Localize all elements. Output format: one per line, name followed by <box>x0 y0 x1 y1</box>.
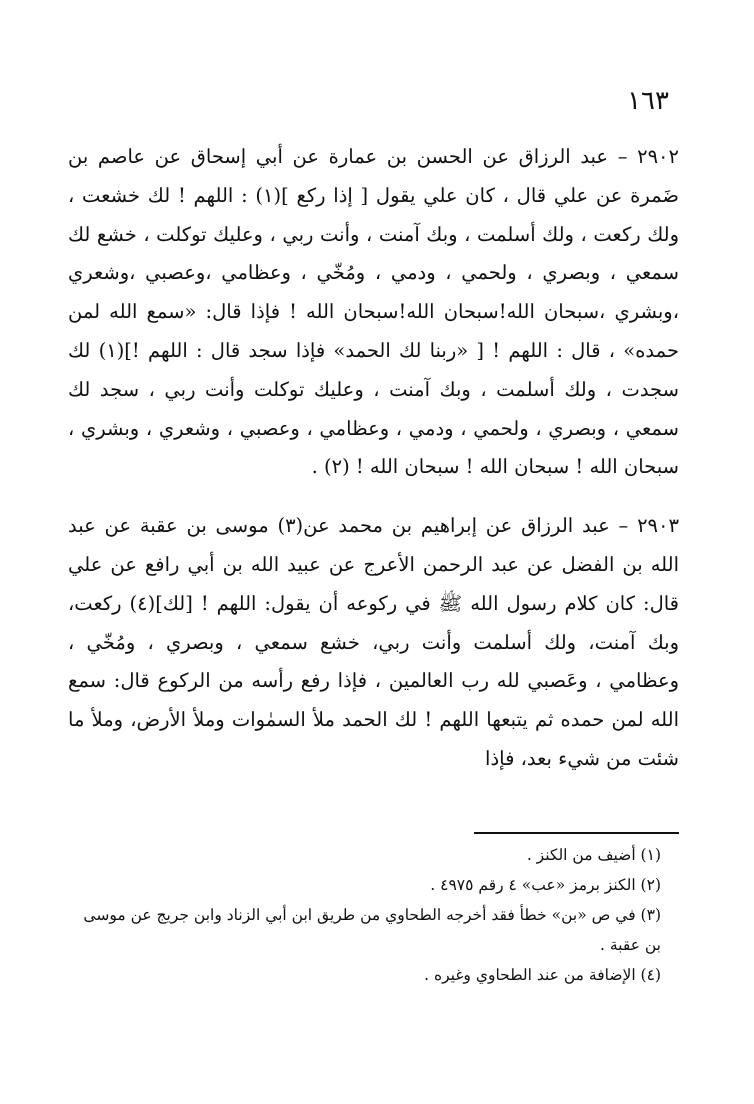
hadith-2902: ٢٩٠٢ – عبد الرزاق عن الحسن بن عمارة عن أبي إسحاق عن عاصم بن ضَمرة عن علي قال ، كان علي يقول [ إذا ركع ](١) : اللهم ! لك خشعت ، ولك ركعت ، ولك أسلمت ، وبك آمنت ، وأنت ربي ، وعليك توكلت ، خشع لك سمعي ، وبصري ، ولحمي ، ودمي ، ومُخّي ، وعظامي ،وعصبي ،وشعري ،وبشري ،سبحان الله!سبحان الله!سبحان الله ! فإذا قال: «سمع الله لمن حمده» ، قال : اللهم ! [ «ربنا لك الحمد» فإذا سجد قال : اللهم !](١) لك سجدت ، ولك أسلمت ، وبك آمنت ، وعليك توكلت وأنت ربي ، سجد لك سمعي ، وبصري ، ولحمي ، ودمي ، وعظامي ، وعصبي ، وشعري ، وبشري ، سبحان الله ! سبحان الله ! سبحان الله ! (٢) . <box>68 145 679 479</box>
footnote-2: (٢) الكنز برمز «عب» ٤ رقم ٤٩٧٥ . <box>430 876 661 894</box>
footnotes <box>78 840 679 990</box>
hadith-2903: ٢٩٠٣ – عبد الرزاق عن إبراهيم بن محمد عن(٣) موسى بن عقبة عن عبد الله بن الفضل عن عبد الرحمن الأعرج عن عبيد الله بن أبي رافع عن علي قال: كان كلام رسول الله ﷺ في ركوعه أن يقول: اللهم ! [لك](٤) ركعت، وبك آمنت، ولك أسلمت وأنت ربي، خشع سمعي ، وبصري ، ومُخّي ، وعظامي ، وعَصبي لله رب العالمين ، فإذا رفع رأسه من الركوع قال: سمع الله لمن حمده ثم يتبعها اللهم ! لك الحمد ملأ السمٰوات وملأ الأرض، وملأ ما شئت من شيء بعد، فإذا <box>68 514 679 770</box>
footnote-4: (٤) الإضافة من عند الطحاوي وغيره . <box>424 966 661 984</box>
footnote-separator <box>474 832 679 834</box>
footnote-1: (١) أضيف من الكنز . <box>526 846 661 864</box>
hadith-text <box>68 138 679 779</box>
footnote-3: (٣) في ص «بن» خطأ فقد أخرجه الطحاوي من طريق ابن أبي الزناد وابن جريج عن موسى بن عقبة . <box>83 906 661 954</box>
page-number: ١٦٣ <box>627 86 669 116</box>
